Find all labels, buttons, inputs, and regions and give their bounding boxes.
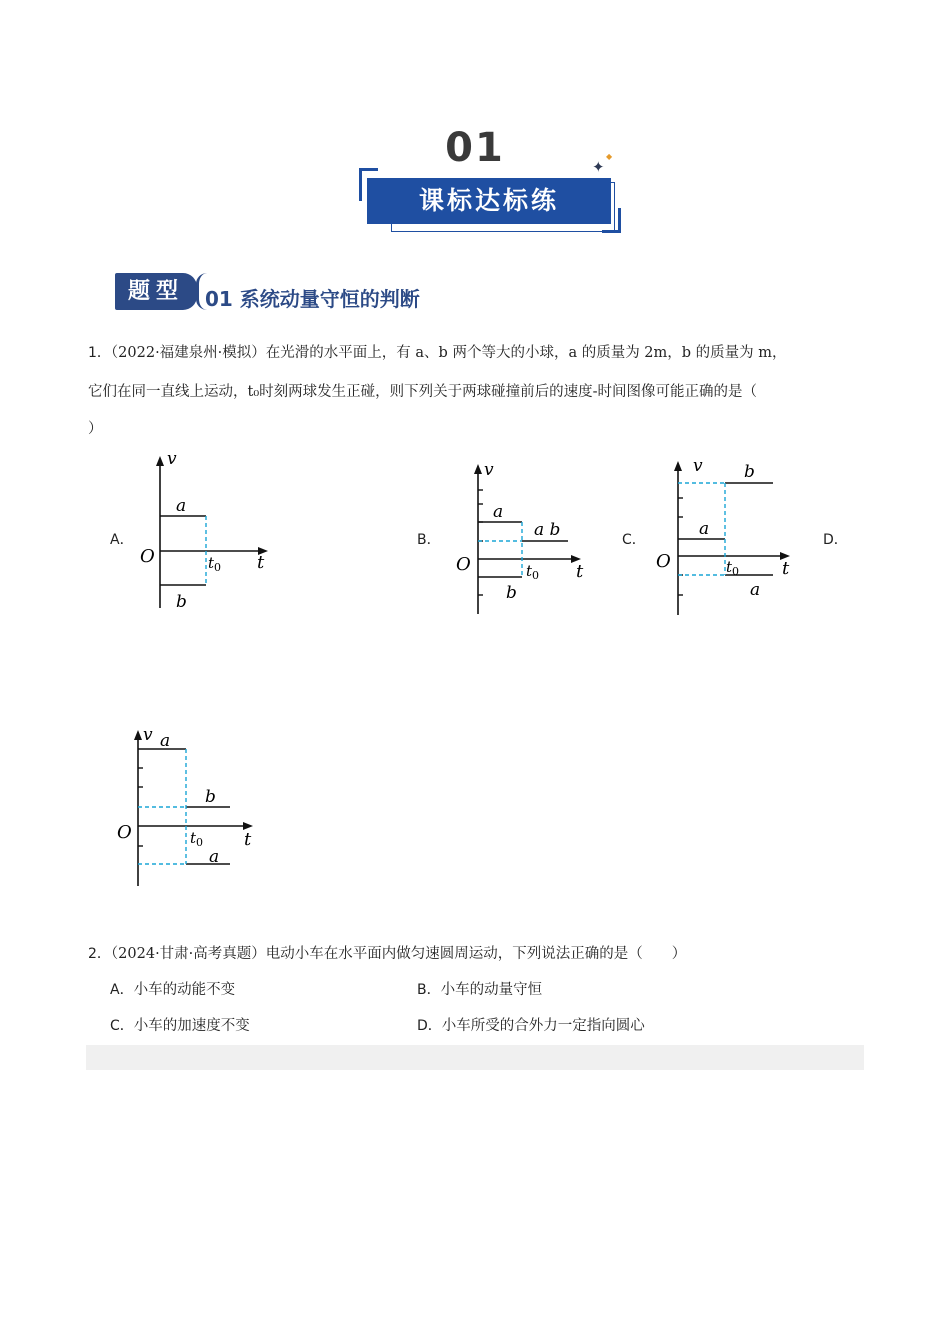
graph-c-v-arrow [674, 461, 682, 471]
graph-a-label-v: v [167, 450, 177, 469]
graph-c-label-t0: $t_0$ [726, 558, 740, 578]
graph-d-label-o: O [117, 822, 132, 843]
graph-b-label-v: v [484, 460, 494, 480]
q2-option-b-letter: B． [417, 982, 441, 998]
graph-d-label-a: a [160, 731, 171, 751]
q2-option-d-letter: D． [417, 1018, 442, 1034]
q2-option-c[interactable] [110, 1014, 250, 1035]
graph-d-label-t0: $t_0$ [190, 829, 204, 849]
graph-b-label-t: t [576, 561, 584, 582]
q2-source: （2024·甘肃·高考真题） [110, 946, 266, 962]
q2-option-c-text: 小车的加速度不变 [133, 1018, 250, 1034]
graph-c-label-v: v [693, 456, 703, 476]
small-sparkle-icon: ◆ [606, 152, 613, 161]
graph-c-label-a: a [699, 519, 710, 539]
q2-option-b[interactable] [417, 978, 542, 999]
q1-number: 1． [88, 345, 111, 361]
sparkle-icon: ✦ [592, 158, 605, 176]
graph-c-label-t: t [782, 558, 790, 579]
graph-b-label-o: O [456, 554, 471, 575]
graph-c-label-o: O [656, 551, 671, 572]
graph-b-label-a: a [493, 502, 504, 522]
q2-option-d-text: 小车所受的合外力一定指向圆心 [441, 1018, 645, 1034]
graph-d-label-t: t [244, 829, 252, 850]
graph-c [648, 455, 798, 620]
graph-a-label-t: t [257, 552, 265, 573]
q2-option-c-letter: C． [110, 1018, 134, 1034]
graph-a-label-a: a [176, 496, 187, 516]
q2-option-a-text: 小车的动能不变 [133, 982, 236, 998]
graph-b-label-ab: a b [534, 520, 561, 540]
graph-c-label-b: b [744, 462, 755, 482]
bracket-bottom-right [602, 208, 621, 233]
q2-option-d[interactable] [417, 1014, 645, 1035]
graph-a-label-t0: $t_0$ [208, 554, 222, 574]
graph-d [108, 722, 263, 890]
q2-stem: 电动小车在水平面内做匀速圆周运动，下列说法正确的是（ ） [265, 946, 687, 962]
section-number: 01 [445, 125, 505, 171]
q2-option-b-text: 小车的动量守恒 [440, 982, 543, 998]
q1-line1 [88, 341, 787, 362]
q1-option-c[interactable]: C． [622, 532, 646, 548]
q2-option-a-letter: A． [110, 982, 134, 998]
graph-b-label-t0: $t_0$ [526, 562, 540, 582]
graph-a-v-arrow [156, 456, 164, 466]
q1-text-line1: 在光滑的水平面上，有 a、b 两个等大的小球，a 的质量为 2m，b 的质量为 m， [265, 345, 787, 361]
graph-d-label-v: v [143, 725, 153, 745]
q1-line3: ） [88, 421, 103, 437]
graph-d-label-b: b [205, 787, 216, 807]
q1-source: （2022·福建泉州·模拟） [110, 345, 266, 361]
graph-c-label-a-after: a [750, 580, 761, 600]
banner-title: 课标达标练 [367, 178, 611, 224]
q1-option-a[interactable]: A． [110, 532, 134, 548]
q1-line2: 它们在同一直线上运动，t₀时刻两球发生正碰，则下列关于两球碰撞前后的速度-时间图像可能正确的是（ [88, 384, 758, 400]
q1-option-d[interactable]: D． [823, 532, 848, 548]
answer-area-bar [86, 1045, 864, 1070]
q2-number: 2． [88, 946, 111, 962]
graph-a [130, 450, 280, 615]
graph-d-v-arrow [134, 730, 142, 740]
graph-a-label-b: b [176, 592, 187, 612]
q1-option-b[interactable]: B． [417, 532, 441, 548]
q2-stem-line [88, 942, 686, 963]
graph-b-label-b: b [506, 583, 517, 603]
graph-a-label-o: O [140, 546, 155, 567]
graph-b-v-arrow [474, 464, 482, 474]
topic-badge: 题型 [115, 273, 197, 310]
q2-option-a[interactable] [110, 978, 235, 999]
graph-b [448, 458, 593, 618]
graph-d-label-a-after: a [209, 847, 220, 867]
topic-title: 01 系统动量守恒的判断 [205, 287, 420, 311]
